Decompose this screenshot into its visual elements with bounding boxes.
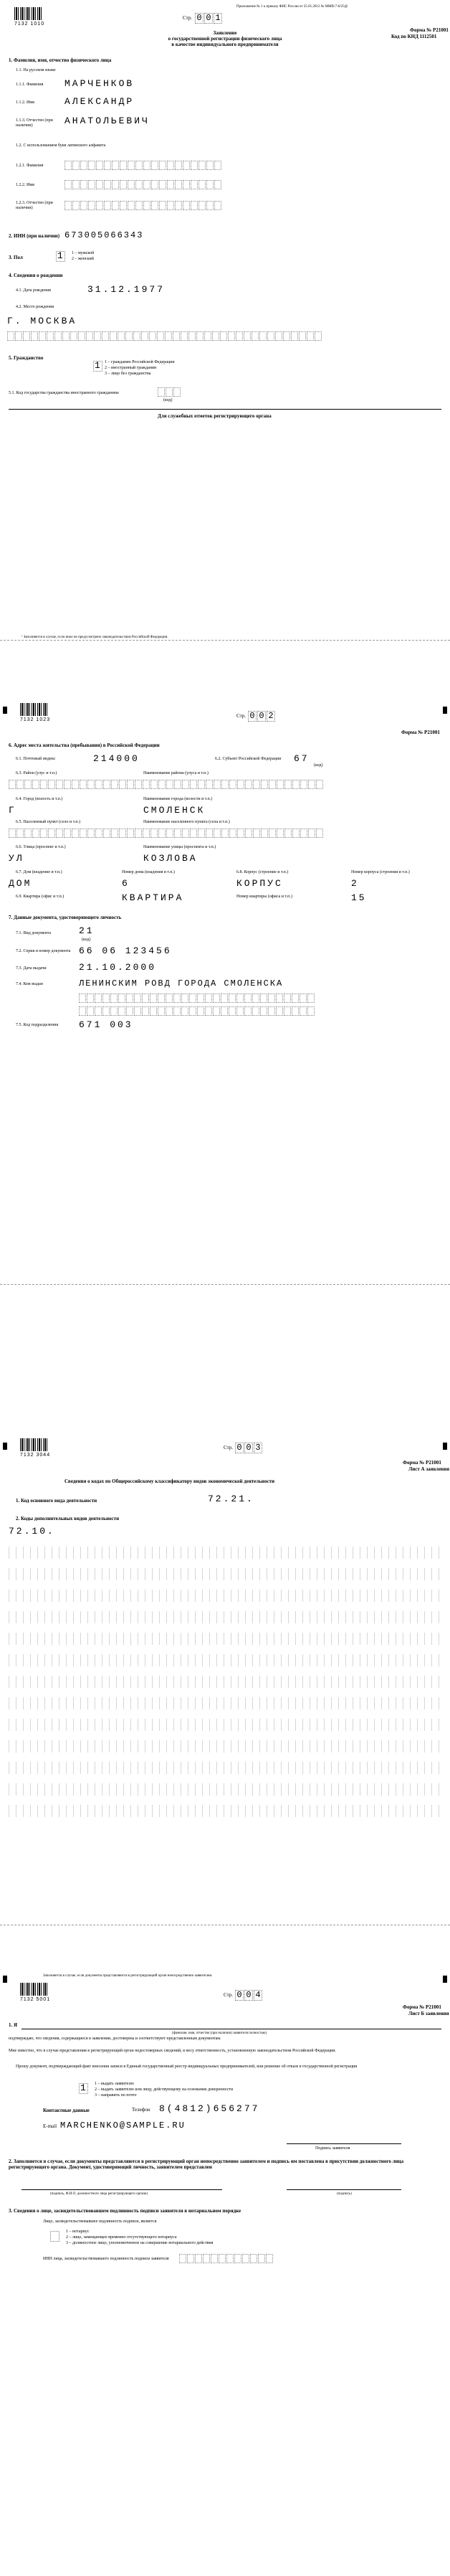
top-note: Заполняется в случае, если документы представляются в регистрирующий орган непосредственно заявителем. xyxy=(43,1974,213,1978)
street-name-label: Наименование улицы (проспекта и т.п.) xyxy=(143,845,216,849)
main-code-label: 1. Код основного вида деятельности xyxy=(16,1498,97,1504)
page-separator-1 xyxy=(0,640,450,641)
patronymic-field[interactable]: АНАТОЛЬЕВИЧ xyxy=(64,115,150,126)
section-7-title: 7. Данные документа, удостоверяющего личность xyxy=(9,915,122,920)
extra-codes-label: 2. Коды дополнительных видов деятельности xyxy=(16,1516,120,1521)
name-lat-label: 1.2.2. Имя xyxy=(16,183,34,187)
notary-inn-label: ИНН лица, засвидетельствовавшего подлинность подписи заявителя xyxy=(43,2257,169,2261)
birth-place-field[interactable]: Г. МОСКВА xyxy=(7,316,77,326)
service-line xyxy=(9,409,441,410)
inn-field[interactable]: 673005066343 xyxy=(64,230,144,240)
city-name-field[interactable]: СМОЛЕНСК xyxy=(143,805,206,816)
flat-num-label: Номер квартиры (офиса и т.п.) xyxy=(236,895,292,899)
surname-label: 1.1.1. Фамилия xyxy=(16,82,44,87)
doc-issuer-extra-1 xyxy=(79,994,315,1003)
section-2-label: 2. Заполняется в случае, если документы представляются в регистрирующий орган непосредственно заявителем и подпись им поставлена в присутствии должностного лица регистрирующего органа. Документ, удостоверяющий личность, заявителем представлен xyxy=(9,2159,404,2170)
sheet-label: Лист Б заявления xyxy=(408,2011,449,2016)
page-number: 0 0 3 xyxy=(235,1443,263,1453)
name-label: 1.1.2. Имя xyxy=(16,100,34,105)
knd-label: Код по КНД 1112501 xyxy=(391,34,437,39)
region-label: 6.2. Субъект Российской Федерации xyxy=(215,757,282,761)
contacts-label: Контактные данные xyxy=(43,2108,90,2113)
section-1-title: 1. Фамилия, имя, отчество физического лица xyxy=(9,57,112,63)
surname-lat-field[interactable] xyxy=(64,161,222,170)
building-num-field[interactable]: 2 xyxy=(351,878,359,889)
postcode-label: 6.1. Почтовый индекс xyxy=(16,757,56,761)
sex-field: 1 xyxy=(57,250,65,261)
flat-label: 6.9. Квартира (офис и т.п.) xyxy=(16,895,64,899)
barcode-number: 7132 1023 xyxy=(20,717,51,722)
section-1-1: 1.1. На русском языке xyxy=(16,68,56,72)
title-line-3: в качестве индивидуального предпринимателя xyxy=(171,42,279,47)
email-label: E-mail xyxy=(43,2123,57,2129)
sheet-label: Лист А заявления xyxy=(408,1466,450,1472)
doc-issuer-extra-2 xyxy=(79,1006,315,1016)
region-hint: (код) xyxy=(314,763,323,768)
street-label: 6.6. Улица (проспект и т.п.) xyxy=(16,845,66,849)
sex-option-2: 2 – женский xyxy=(72,257,94,261)
corner-mark xyxy=(3,1976,7,1983)
page-4 xyxy=(0,1927,450,2576)
doc-type-field[interactable]: 21 xyxy=(79,925,95,936)
house-label: 6.7. Дом (владение и т.п.) xyxy=(16,870,62,874)
sex-option-1: 1 – мужской xyxy=(72,251,95,255)
signature-label: Подпись заявителя xyxy=(315,2146,350,2151)
settlement-label: 6.5. Населенный пункт (село и т.п.) xyxy=(16,820,81,824)
doc-type-hint: (код) xyxy=(82,938,91,942)
flat-num-field[interactable]: 15 xyxy=(351,892,367,903)
city-type-field[interactable]: Г xyxy=(9,805,16,816)
page-2 xyxy=(0,642,450,1284)
inn-label: 2. ИНН (при наличии) xyxy=(9,233,60,239)
citizenship-field: 1 xyxy=(95,360,102,371)
street-type-field[interactable]: УЛ xyxy=(9,853,24,864)
corner-mark xyxy=(443,707,447,714)
phone-field[interactable]: 8(4812)656277 xyxy=(159,2103,260,2114)
top-note: Приложение № 1 к приказу ФНС России от 25.01.2012 № ММВ-7-6/25@ xyxy=(236,5,348,9)
birth-place-extra xyxy=(7,331,322,341)
notary-inn-field[interactable] xyxy=(179,2254,274,2263)
statement-2: Мне известно, что в случае представления в регистрирующий орган недостоверных сведений, я несу ответственность, установленную законодательством Российской Федерации. xyxy=(9,2049,336,2053)
name-field[interactable]: АЛЕКСАНДР xyxy=(64,96,135,107)
doc-issuer-field[interactable]: ЛЕНИНСКИМ РОВД ГОРОДА СМОЛЕНСКА xyxy=(79,978,284,989)
form-label: Форма № Р21001 xyxy=(410,27,449,33)
page-number: 0 0 4 xyxy=(235,1990,263,2001)
section-6-title: 6. Адрес места жительства (пребывания) в Российской Федерации xyxy=(9,742,160,748)
title-line-2: о государственной регистрации физического лица xyxy=(168,36,282,42)
barcode xyxy=(14,7,43,20)
building-num-label: Номер корпуса (строения и т.п.) xyxy=(351,870,410,874)
patronymic-label: 1.1.3. Отчество (при наличии) xyxy=(16,118,53,128)
building-type-field[interactable]: КОРПУС xyxy=(236,878,283,889)
official-sign-hint: (подпись) xyxy=(337,2192,352,2196)
postcode-field[interactable]: 214000 xyxy=(93,753,140,764)
page-3 xyxy=(0,1286,450,1925)
foreign-country-field[interactable] xyxy=(158,387,181,397)
doc-date-field[interactable]: 21.10.2000 xyxy=(79,962,157,973)
form-label: Форма № Р21001 xyxy=(403,2004,441,2010)
form-label: Форма № Р21001 xyxy=(401,730,440,735)
official-sign-line xyxy=(287,2189,401,2190)
doc-type-label: 7.1. Вид документа xyxy=(16,931,52,935)
settlement-name-label: Наименование населенного пункта (села и т.п.) xyxy=(143,820,230,824)
page-number: 0 0 2 xyxy=(248,711,276,722)
service-mark: Для служебных отметок регистрирующего органа xyxy=(158,413,272,419)
section-3-sub: Лицо, засвидетельствовавшее подлинность подписи, является xyxy=(43,2219,157,2224)
street-name-field[interactable]: КОЗЛОВА xyxy=(143,853,198,864)
page-label: Стр. xyxy=(224,1445,233,1450)
sex-label: 3. Пол xyxy=(9,255,23,260)
doc-number-label: 7.2. Серия и номер документа xyxy=(16,949,71,953)
official-line xyxy=(21,2189,222,2190)
citizenship-option-3: 3 – лицо без гражданства xyxy=(105,372,151,376)
section-1-2: 1.2. С использованием букв латинского алфавита xyxy=(16,143,106,148)
notary-box[interactable] xyxy=(50,2231,59,2242)
page-separator-2 xyxy=(0,1284,450,1285)
barcode xyxy=(20,1438,49,1451)
issue-option-2: 2 – выдать заявителю или лицу, действующему на основании доверенности xyxy=(95,2087,234,2092)
corner-mark xyxy=(443,1443,447,1450)
main-code-field[interactable]: 72.21. xyxy=(208,1494,254,1504)
barcode-number: 7132 3044 xyxy=(20,1453,51,1458)
doc-issuer-label: 7.4. Кем выдан xyxy=(16,982,44,986)
statement-1: подтверждаю, что сведения, содержащиеся в заявлении, достоверны и соответствуют представленным документам. xyxy=(9,2037,221,2041)
email-field[interactable]: MARCHENKO@SAMPLE.RU xyxy=(60,2120,186,2131)
notary-option-3: 3 – должностное лицо, уполномоченное на совершение нотариального действия xyxy=(66,2241,214,2245)
corner-mark xyxy=(443,1976,447,1983)
foreign-country-label: 5.1. Код государства гражданства иностранного гражданина xyxy=(9,391,119,395)
issue-option-3: 3 – направить по почте xyxy=(95,2093,137,2098)
district-label: 6.3. Район (улус и т.п.) xyxy=(16,771,57,775)
district-field[interactable] xyxy=(9,780,324,789)
citizenship-label: 5. Гражданство xyxy=(9,355,44,361)
notary-option-2: 2 – лицо, замещающее временно отсутствующего нотариуса xyxy=(66,2235,177,2240)
notary-option-1: 1 – нотариус xyxy=(66,2230,90,2234)
barcode xyxy=(20,703,49,716)
page-label: Стр. xyxy=(224,1992,233,1998)
region-field[interactable]: 67 xyxy=(294,753,310,764)
page-number: 0 0 1 xyxy=(195,13,223,24)
patronymic-lat-label: 1.2.3. Отчество (при наличии) xyxy=(16,201,53,210)
name-lat-field[interactable] xyxy=(64,180,222,189)
barcode-number: 7132 1010 xyxy=(14,22,45,27)
issue-field: 1 xyxy=(80,2082,88,2093)
house-num-field[interactable]: 6 xyxy=(122,878,130,889)
citizenship-option-2: 2 – иностранный гражданин xyxy=(105,366,157,370)
section-3-label: 3. Сведения о лице, засвидетельствовавшем подлинность подписи заявителя в нотариальном порядке xyxy=(9,2208,241,2214)
corner-mark xyxy=(3,1443,7,1450)
barcode-number: 7132 5001 xyxy=(20,1997,51,2002)
flat-type-field[interactable]: КВАРТИРА xyxy=(122,892,184,903)
signature-line xyxy=(287,2143,401,2144)
house-type-field[interactable]: ДОМ xyxy=(9,878,32,889)
page-label: Стр. xyxy=(236,713,246,719)
doc-date-label: 7.3. Дата выдачи xyxy=(16,966,47,971)
district-name-label: Наименование района (улуса и т.п.) xyxy=(143,771,209,775)
statement-3: Прошу документ, подтверждающий факт внесения записи в Единый государственный реестр индивидуальных предпринимателей, или решение об отказе в государственной регистрации xyxy=(16,2065,358,2069)
surname-field[interactable]: МАРЧЕНКОВ xyxy=(64,78,135,89)
applicant-name-hint: (фамилия, имя, отчество (при наличии) заявителя полностью) xyxy=(172,2032,267,2035)
extra-code-1[interactable]: 72.10. xyxy=(9,1526,55,1537)
birth-date-label: 4.1. Дата рождения xyxy=(16,288,51,293)
form-label: Форма № Р21001 xyxy=(403,1460,441,1466)
section-1-label: 1. Я xyxy=(9,2022,18,2028)
settlement-field[interactable] xyxy=(9,829,324,838)
barcode xyxy=(20,1983,49,1996)
official-hint: (подпись, Ф.И.О. должностного лица регистрирующего органа) xyxy=(50,2192,148,2196)
corner-mark xyxy=(3,707,7,714)
patronymic-lat-field[interactable] xyxy=(64,201,222,210)
section-4-title: 4. Сведения о рождении xyxy=(9,273,63,278)
extra-codes-grid[interactable] xyxy=(9,1544,441,1817)
footnote: ¹ Заполняется в случае, если иное не предусмотрено законодательством Российской Федерации. xyxy=(21,636,168,639)
phone-label: Телефон xyxy=(132,2107,150,2113)
city-name-label: Наименование города (волости и т.п.) xyxy=(143,797,213,801)
page-label: Стр. xyxy=(183,15,192,21)
surname-lat-label: 1.2.1. Фамилия xyxy=(16,164,44,168)
building-label: 6.8. Корпус (строение и т.п.) xyxy=(236,870,289,874)
doc-number-field[interactable]: 66 06 123456 xyxy=(79,945,172,956)
page-1 xyxy=(0,0,450,638)
doc-dept-field[interactable]: 671 003 xyxy=(79,1019,133,1030)
birth-place-label: 4.2. Место рождения xyxy=(16,305,54,309)
birth-date-field[interactable]: 31.12.1977 xyxy=(87,284,166,295)
issue-option-1: 1 – выдать заявителю xyxy=(95,2082,134,2086)
doc-dept-label: 7.5. Код подразделения xyxy=(16,1023,59,1027)
foreign-country-hint: (код) xyxy=(163,398,173,402)
house-num-label: Номер дома (владения и т.п.) xyxy=(122,870,175,874)
city-label: 6.4. Город (волость и т.п.) xyxy=(16,797,63,801)
title-line-1: Заявление xyxy=(213,30,237,36)
citizenship-option-1: 1 – гражданин Российской Федерации xyxy=(105,360,175,364)
page-title: Сведения о кодах по Общероссийскому классификатору видов экономической деятельности xyxy=(64,1478,275,1484)
